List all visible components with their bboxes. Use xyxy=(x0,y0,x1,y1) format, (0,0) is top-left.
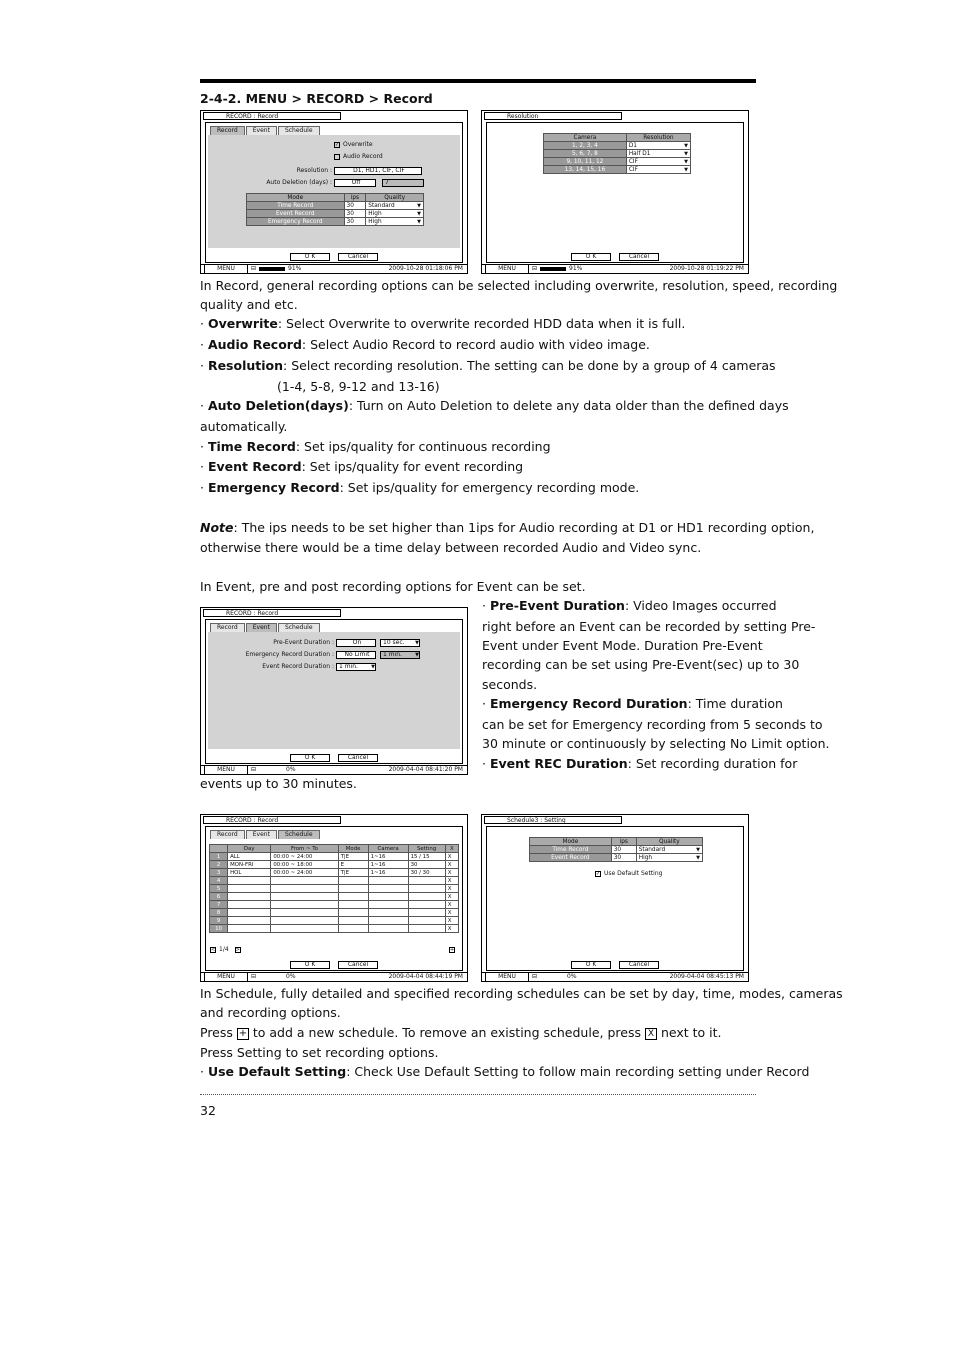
pre-event-label: Pre-Event Duration : xyxy=(273,639,334,646)
table-cell[interactable] xyxy=(368,885,408,893)
record-intro: In Record, general recording options can be selected including overwrite, resolution, speed, recording xyxy=(200,278,838,293)
table-cell[interactable] xyxy=(338,901,368,909)
table-row xyxy=(210,925,459,933)
table-row xyxy=(210,893,459,901)
pre-event-seconds[interactable]: 10 sec. ▼ xyxy=(380,639,420,647)
tab-record[interactable]: Record xyxy=(210,623,245,632)
table-cell[interactable] xyxy=(408,925,445,933)
bullet-pre-event: · Pre-Event Duration: Video Images occurred xyxy=(482,598,777,613)
overwrite-checkbox[interactable]: ✓ Overwrite xyxy=(335,141,373,148)
table-cell[interactable]: X xyxy=(445,901,458,909)
resolution-field[interactable]: D1, HD1, CIF, CIF xyxy=(334,167,422,175)
bullet-resolution: · Resolution: Select recording resolution. The setting can be done by a group of 4 cameras xyxy=(200,358,776,373)
check-icon: ✓ xyxy=(596,870,601,877)
hdd-usage-bar xyxy=(259,267,285,271)
table-cell[interactable] xyxy=(228,901,271,909)
table-cell[interactable]: 1~16 xyxy=(368,853,408,861)
status-bar: MENU ⊟ 91% 2009-10-28 01:18:06 PM xyxy=(201,264,467,273)
table-cell[interactable]: X xyxy=(445,869,458,877)
table-cell[interactable]: 30 / 30 xyxy=(408,869,445,877)
screenshot-event-tab xyxy=(200,607,468,775)
screenshot-schedule-tab xyxy=(200,814,468,982)
add-schedule-icon[interactable]: + xyxy=(450,946,455,953)
footer-rule xyxy=(200,1094,756,1095)
table-cell[interactable]: X xyxy=(445,877,458,885)
menu-button[interactable]: MENU xyxy=(204,264,248,274)
hdd-icon: ⊟ xyxy=(532,265,538,272)
event-record-duration-field[interactable]: 1 min. ▼ xyxy=(336,663,376,671)
table-cell[interactable] xyxy=(228,909,271,917)
table-cell: 1 xyxy=(210,853,228,861)
table-cell[interactable] xyxy=(368,901,408,909)
status-bar: MENU ⊟ 0% 2009-04-04 08:44:19 PM xyxy=(201,972,467,981)
dropdown-arrow-icon: ▼ xyxy=(684,166,688,173)
tab-record[interactable]: Record xyxy=(210,830,245,839)
column-header: Mode xyxy=(338,845,368,853)
table-cell: 3 xyxy=(210,869,228,877)
table-cell[interactable] xyxy=(408,877,445,885)
table-cell[interactable] xyxy=(338,877,368,885)
hdd-icon: ⊟ xyxy=(251,766,257,773)
table-row: Time Record 30 Standard ▼ xyxy=(247,202,424,210)
tab-bar xyxy=(210,126,320,135)
table-cell[interactable]: ALL xyxy=(228,853,271,861)
table-cell[interactable] xyxy=(408,885,445,893)
table-cell[interactable] xyxy=(228,885,271,893)
tab-record[interactable]: Record xyxy=(210,126,245,135)
emergency-duration-minutes[interactable]: 1 min. ▼ xyxy=(380,651,420,659)
bullet-audio: · Audio Record: Select Audio Record to record audio with video image. xyxy=(200,337,650,352)
table-cell: 4 xyxy=(210,877,228,885)
column-header xyxy=(210,845,228,853)
table-cell[interactable] xyxy=(228,877,271,885)
hdd-icon: ⊟ xyxy=(532,973,538,980)
table-cell[interactable] xyxy=(338,909,368,917)
table-row xyxy=(210,877,459,885)
table-cell[interactable] xyxy=(338,893,368,901)
resolution-table: Camera Resolution 1, 2, 3, 4 D1 ▼ 5, 6, 7, 8 Half D1 ▼ 9, 10, 11, 12 CIF ▼ 13, 14, 15, 16 CIF ▼ xyxy=(543,133,691,174)
plus-icon: + xyxy=(238,1027,248,1039)
screenshot-record-tab xyxy=(200,110,468,274)
table-cell[interactable] xyxy=(368,917,408,925)
tab-event[interactable]: Event xyxy=(246,623,277,632)
check-icon: ✓ xyxy=(335,141,340,148)
table-cell[interactable] xyxy=(271,877,338,885)
menu-button[interactable]: MENU xyxy=(485,972,529,982)
press-setting: Press Setting to set recording options. xyxy=(200,1045,439,1060)
status-bar: MENU ⊟ 91% 2009-10-28 01:19:22 PM xyxy=(482,264,748,273)
table-cell[interactable] xyxy=(338,917,368,925)
table-cell[interactable] xyxy=(228,917,271,925)
top-rule xyxy=(200,79,756,83)
table-cell[interactable]: X xyxy=(445,861,458,869)
ok-button[interactable]: O K xyxy=(571,961,611,969)
table-cell[interactable]: X xyxy=(445,909,458,917)
table-cell[interactable] xyxy=(228,925,271,933)
tab-bar xyxy=(210,830,320,839)
ok-button[interactable]: O K xyxy=(290,253,330,261)
table-cell[interactable] xyxy=(408,901,445,909)
cancel-button[interactable]: Cancel xyxy=(338,253,378,261)
hdd-icon: ⊟ xyxy=(251,973,257,980)
cancel-button[interactable]: Cancel xyxy=(338,754,378,762)
tab-event[interactable]: Event xyxy=(246,830,277,839)
table-cell[interactable]: E xyxy=(338,861,368,869)
table-cell[interactable] xyxy=(271,885,338,893)
event-record-duration-label: Event Record Duration : xyxy=(262,663,334,670)
table-cell: 2 xyxy=(210,861,228,869)
close-icon: X xyxy=(645,1028,657,1040)
next-page-icon[interactable]: > xyxy=(235,946,240,953)
table-cell[interactable]: 15 / 15 xyxy=(408,853,445,861)
column-header: Day xyxy=(228,845,271,853)
table-cell[interactable]: 00:00 ~ 24:00 xyxy=(271,869,338,877)
audio-record-checkbox[interactable]: Audio Record xyxy=(334,153,383,161)
table-row: 5, 6, 7, 8 Half D1 ▼ xyxy=(544,150,691,158)
table-row: Time Record 30 Standard ▼ xyxy=(530,846,703,854)
table-cell[interactable] xyxy=(368,893,408,901)
status-bar: MENU ⊟ 0% 2009-04-04 08:45:13 PM xyxy=(482,972,748,981)
table-cell[interactable] xyxy=(271,917,338,925)
pre-event-field[interactable]: On xyxy=(336,639,376,647)
table-cell[interactable] xyxy=(271,925,338,933)
table-cell[interactable] xyxy=(368,877,408,885)
note: Note: The ips needs to be set higher than 1ips for Audio recording at D1 or HD1 recording option, xyxy=(200,520,815,535)
menu-button[interactable]: MENU xyxy=(485,264,529,274)
window-title: RECORD : Record xyxy=(203,816,341,824)
status-bar: MENU ⊟ 0% 2009-04-04 08:41:20 PM xyxy=(201,765,467,774)
table-row xyxy=(210,869,459,877)
section-heading: 2-4-2. MENU > RECORD > Record xyxy=(200,91,433,106)
dropdown-arrow-icon: ▼ xyxy=(684,158,688,165)
table-cell[interactable] xyxy=(368,925,408,933)
bullet-time-record: · Time Record: Set ips/quality for continuous recording xyxy=(200,439,551,454)
table-cell[interactable]: MON-FRI xyxy=(228,861,271,869)
dropdown-arrow-icon: ▼ xyxy=(415,652,419,658)
bullet-event-record: · Event Record: Set ips/quality for event recording xyxy=(200,459,524,474)
schedule-setting-table: Mode ips Quality Time Record 30 Standard ▼ Event Record 30 High ▼ xyxy=(529,837,703,862)
tab-event[interactable]: Event xyxy=(246,126,277,135)
bullet-overwrite: · Overwrite: Select Overwrite to overwrite recorded HDD data when it is full. xyxy=(200,316,686,331)
table-cell: 5 xyxy=(210,885,228,893)
pager: < 1/4 > xyxy=(211,946,240,953)
table-row xyxy=(210,853,459,861)
table-row xyxy=(210,861,459,869)
prev-page-icon[interactable]: < xyxy=(211,946,216,953)
table-cell[interactable]: T|E xyxy=(338,869,368,877)
auto-deletion-field[interactable]: Off xyxy=(334,179,376,187)
table-row xyxy=(210,885,459,893)
dropdown-arrow-icon: ▼ xyxy=(684,150,688,157)
window-title: RECORD : Record xyxy=(203,609,341,617)
table-cell[interactable]: 30 xyxy=(408,861,445,869)
bullet-event-rec-duration: · Event REC Duration: Set recording duration for xyxy=(482,756,798,771)
table-cell: 9 xyxy=(210,917,228,925)
column-header: Setting xyxy=(408,845,445,853)
menu-button[interactable]: MENU xyxy=(204,972,248,982)
table-cell: 10 xyxy=(210,925,228,933)
column-header: X xyxy=(445,845,458,853)
cancel-button[interactable]: Cancel xyxy=(619,961,659,969)
table-cell[interactable] xyxy=(408,909,445,917)
screenshot-schedule-setting xyxy=(481,814,749,982)
dropdown-arrow-icon: ▼ xyxy=(696,854,700,861)
window-title: Resolution xyxy=(484,112,622,120)
tab-schedule[interactable]: Schedule xyxy=(278,126,320,135)
table-cell[interactable] xyxy=(408,893,445,901)
table-cell[interactable]: 00:00 ~ 18:00 xyxy=(271,861,338,869)
table-cell[interactable]: X xyxy=(445,853,458,861)
dropdown-arrow-icon: ▼ xyxy=(417,218,421,225)
bullet-emergency-duration: · Emergency Record Duration: Time duration xyxy=(482,696,783,711)
dropdown-arrow-icon: ▼ xyxy=(417,202,421,209)
table-row: Event Record 30 High ▼ xyxy=(530,854,703,862)
window-title: RECORD : Record xyxy=(203,112,341,120)
table-cell[interactable] xyxy=(368,909,408,917)
record-settings-table: Mode ips Quality Time Record 30 Standard ▼ Event Record 30 High ▼ Emergency Record 30 High ▼ xyxy=(246,193,424,226)
ok-button[interactable]: O K xyxy=(571,253,611,261)
bullet-auto-deletion: · Auto Deletion(days): Turn on Auto Deletion to delete any data older than the defined days xyxy=(200,398,789,413)
table-row: 13, 14, 15, 16 CIF ▼ xyxy=(544,166,691,174)
table-row: 9, 10, 11, 12 CIF ▼ xyxy=(544,158,691,166)
cancel-button[interactable]: Cancel xyxy=(619,253,659,261)
window-title: Schedule3 : Setting xyxy=(484,816,622,824)
column-header: From ~ To xyxy=(271,845,338,853)
resolution-label: Resolution : xyxy=(296,167,332,174)
table-cell[interactable] xyxy=(271,909,338,917)
hdd-usage-bar xyxy=(540,267,566,271)
schedule-intro: In Schedule, fully detailed and specified recording schedules can be set by day, time, modes, cameras xyxy=(200,986,843,1001)
dropdown-arrow-icon: ▼ xyxy=(417,210,421,217)
cancel-button[interactable]: Cancel xyxy=(338,961,378,969)
emergency-duration-field[interactable]: No Limit xyxy=(336,651,376,659)
use-default-checkbox[interactable]: ✓ Use Default Setting xyxy=(596,870,663,877)
dropdown-arrow-icon: ▼ xyxy=(415,640,419,646)
table-cell[interactable]: T|E xyxy=(338,853,368,861)
table-cell: 6 xyxy=(210,893,228,901)
table-cell[interactable]: 1~16 xyxy=(368,869,408,877)
table-cell[interactable]: HOL xyxy=(228,869,271,877)
table-cell: 8 xyxy=(210,909,228,917)
bullet-use-default: · Use Default Setting: Check Use Default Setting to follow main recording setting under Record xyxy=(200,1064,810,1079)
page-number: 32 xyxy=(200,1103,216,1118)
table-cell[interactable]: X xyxy=(445,885,458,893)
auto-deletion-label: Auto Deletion (days) : xyxy=(266,179,332,186)
menu-button[interactable]: MENU xyxy=(204,765,248,775)
screenshot-resolution xyxy=(481,110,749,274)
table-cell[interactable] xyxy=(228,893,271,901)
emergency-duration-label: Emergency Record Duration : xyxy=(245,651,334,658)
table-cell[interactable]: 1~16 xyxy=(368,861,408,869)
table-row xyxy=(210,909,459,917)
table-row xyxy=(210,901,459,909)
table-cell[interactable] xyxy=(338,885,368,893)
table-row: Event Record 30 High ▼ xyxy=(247,210,424,218)
dropdown-arrow-icon: ▼ xyxy=(696,846,700,853)
table-cell[interactable] xyxy=(338,925,368,933)
table-row: Emergency Record 30 High ▼ xyxy=(247,218,424,226)
press-add-remove: Press + to add a new schedule. To remove an existing schedule, press X next to it. xyxy=(200,1025,722,1040)
table-cell[interactable] xyxy=(408,917,445,925)
column-header: Camera xyxy=(368,845,408,853)
tab-schedule[interactable]: Schedule xyxy=(278,623,320,632)
table-cell[interactable] xyxy=(271,893,338,901)
table-cell[interactable]: X xyxy=(445,925,458,933)
table-row xyxy=(210,917,459,925)
tab-schedule[interactable]: Schedule xyxy=(278,830,320,839)
dropdown-arrow-icon: ▼ xyxy=(371,664,375,670)
dropdown-arrow-icon: ▼ xyxy=(684,142,688,149)
table-cell[interactable]: X xyxy=(445,893,458,901)
auto-deletion-days[interactable]: 7 xyxy=(382,179,424,187)
bullet-emergency-record: · Emergency Record: Set ips/quality for emergency recording mode. xyxy=(200,480,640,495)
table-cell[interactable]: 00:00 ~ 24:00 xyxy=(271,853,338,861)
hdd-icon: ⊟ xyxy=(251,265,257,272)
table-cell: 7 xyxy=(210,901,228,909)
event-intro: In Event, pre and post recording options for Event can be set. xyxy=(200,579,586,594)
table-cell[interactable] xyxy=(271,901,338,909)
tab-bar xyxy=(210,623,320,632)
table-row: 1, 2, 3, 4 D1 ▼ xyxy=(544,142,691,150)
table-cell[interactable]: X xyxy=(445,917,458,925)
ok-button[interactable]: O K xyxy=(290,754,330,762)
ok-button[interactable]: O K xyxy=(290,961,330,969)
schedule-table xyxy=(209,844,459,933)
